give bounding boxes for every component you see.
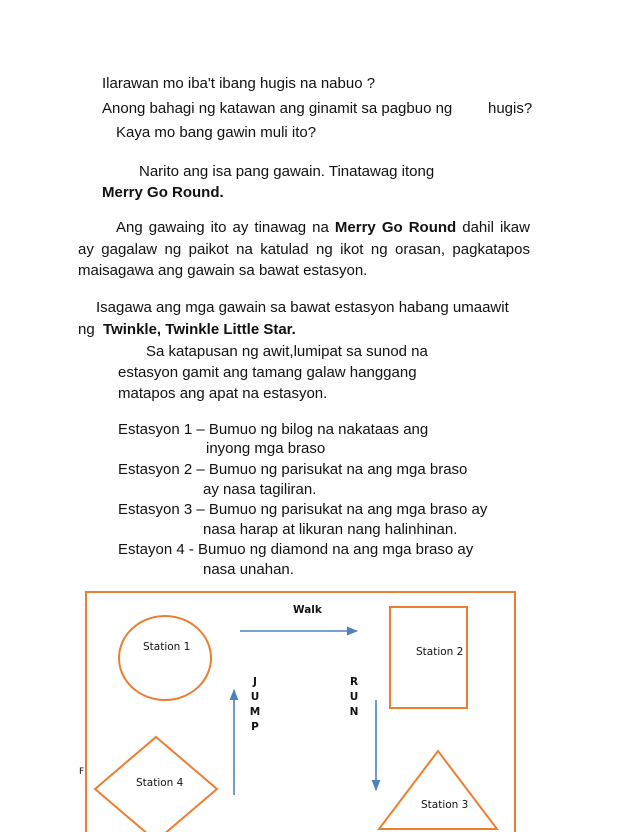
para1-bold: Merry Go Round: [334, 219, 457, 236]
jump-letter: U: [250, 691, 260, 703]
stray-letter: F: [79, 767, 85, 777]
walk-label: Walk: [293, 604, 322, 616]
station-4-line1: Estayon 4 - Bumuo ng diamond na ang mga braso ay: [118, 541, 474, 558]
para2-line4: estasyon gamit ang tamang galaw hanggang: [118, 364, 417, 381]
run-letter: U: [349, 691, 359, 703]
station-4-label: Station 4: [136, 777, 184, 789]
activity-title: Merry Go Round.: [102, 184, 224, 201]
intro-line: Narito ang isa pang gawain. Tinatawag itong: [139, 163, 435, 180]
run-label: [348, 675, 360, 720]
station-4-line2: nasa unahan.: [203, 561, 294, 578]
question-1: Ilarawan mo iba't ibang hugis na nabuo ?: [102, 75, 376, 92]
para2-prefix: ng: [78, 321, 95, 338]
station-1-line1: Estasyon 1 – Bumuo ng bilog na nakataas ang: [118, 421, 429, 438]
para1-text-b: dahil ikaw ay gagalaw ng paikot na katulad ng ikot ng orasan, pagkatapos maisagawa ang gawain sa bawat estasyon.: [78, 219, 530, 279]
station-2-line2: ay nasa tagiliran.: [203, 481, 317, 498]
diagram-frame: [86, 592, 515, 832]
question-3: Kaya mo bang gawin muli ito?: [116, 124, 317, 141]
para2-line1: Isagawa ang mga gawain sa bawat estasyon habang umaawit: [96, 299, 509, 316]
jump-label: [249, 675, 261, 735]
song-title: Twinkle, Twinkle Little Star.: [103, 321, 296, 338]
jump-letter: M: [249, 706, 261, 718]
station-3-line2: nasa harap at likuran nang halinhinan.: [203, 521, 458, 538]
station-1-label: Station 1: [143, 641, 191, 653]
question-2-end: hugis?: [488, 100, 533, 117]
jump-letter: P: [251, 721, 259, 733]
station-3-line1: Estasyon 3 – Bumuo ng parisukat na ang mga braso ay: [118, 501, 488, 518]
para1-text-a: Ang gawaing ito ay tinawag na: [116, 219, 329, 236]
station-1-line2: inyong mga braso: [206, 440, 326, 457]
station-2-line1: Estasyon 2 – Bumuo ng parisukat na ang mga braso: [118, 461, 468, 478]
para2-line5: matapos ang apat na estasyon.: [118, 385, 328, 402]
run-letter: N: [349, 706, 359, 718]
station-3-label: Station 3: [421, 799, 469, 811]
question-2: Anong bahagi ng katawan ang ginamit sa pagbuo ng: [102, 100, 453, 117]
station-3-triangle: [379, 751, 497, 829]
run-letter: R: [349, 676, 359, 688]
para2-line3: Sa katapusan ng awit,lumipat sa sunod na: [146, 343, 428, 360]
jump-letter: J: [253, 676, 257, 688]
station-1-circle: [119, 616, 211, 700]
station-2-label: Station 2: [416, 646, 464, 658]
